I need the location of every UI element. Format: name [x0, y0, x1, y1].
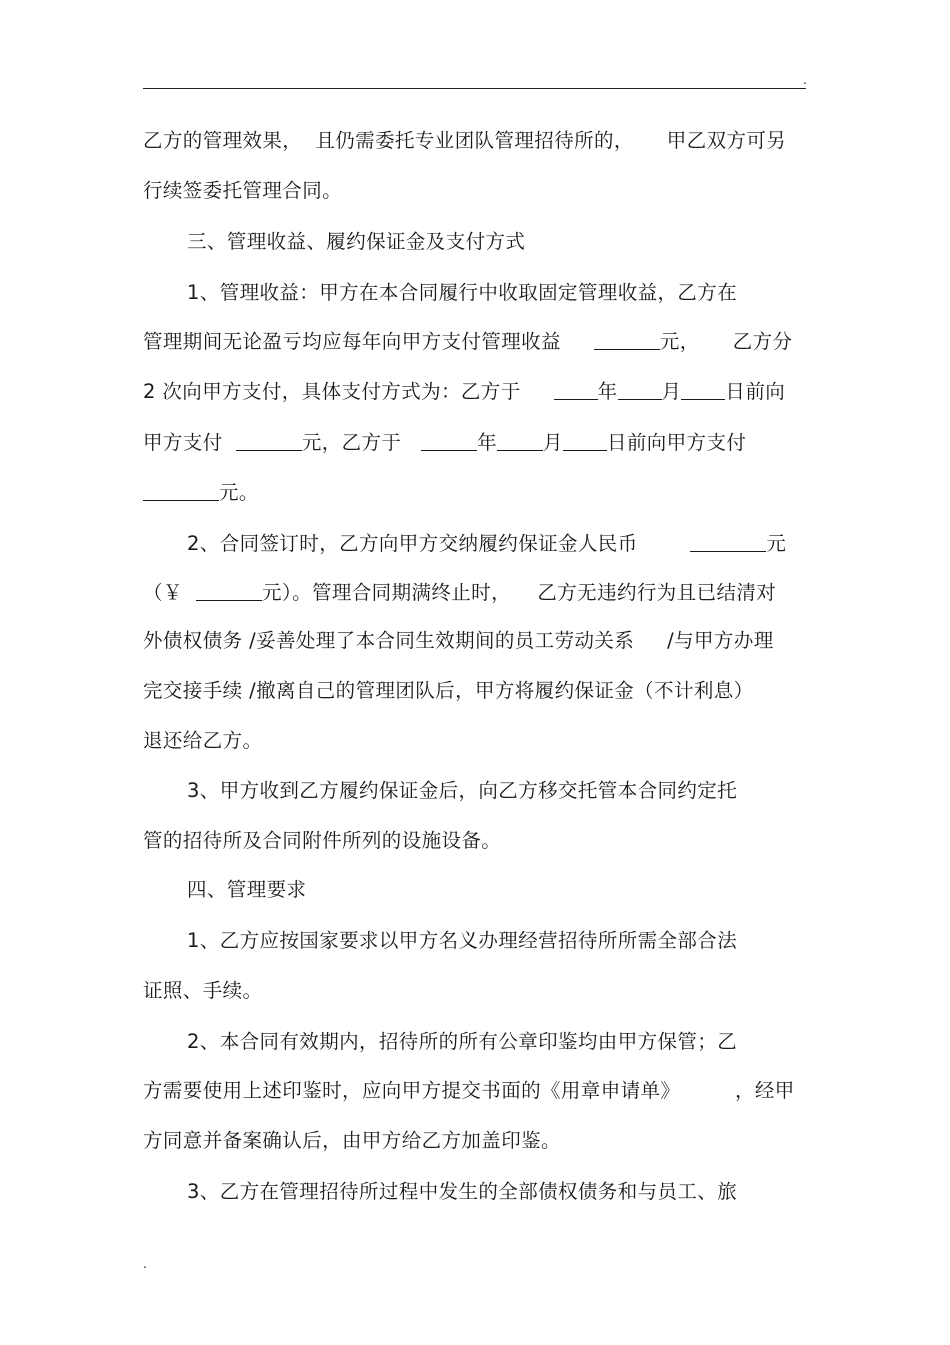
- text-line: 3、乙方在管理招待所过程中发生的全部债权债务和与员工、旅: [187, 1180, 738, 1203]
- text-line: 管理期间无论盈亏均应每年向甲方支付管理收益 元， 乙方分: [143, 330, 793, 353]
- text-line: 元。: [143, 480, 259, 506]
- text-line: 证照、手续。: [143, 979, 263, 1002]
- blank-month: [618, 379, 662, 400]
- blank-amount: [690, 531, 766, 552]
- text-line: 方需要使用上述印鉴时，应向甲方提交书面的《用章申请单》: [143, 1079, 681, 1102]
- footer-mark: .: [143, 1257, 147, 1271]
- text-line: 行续签委托管理合同。: [143, 179, 343, 202]
- text-line: 乙方的管理效果， 且仍需委托专业团队管理招待所的， 甲乙双方可另: [143, 129, 787, 152]
- text-line: 完交接手续 /撤离自己的管理团队后，甲方将履约保证金（不计利息）: [143, 679, 754, 702]
- text-line: 2、合同签订时，乙方向甲方交纳履约保证金人民币 元: [187, 532, 787, 555]
- section-heading: 四、管理要求: [187, 878, 307, 901]
- text-line: 方同意并备案确认后，由甲方给乙方加盖印鉴。: [143, 1129, 561, 1152]
- text-line: 2、本合同有效期内，招待所的所有公章印鉴均由甲方保管；乙: [187, 1030, 738, 1053]
- text-line: （￥ 元）。管理合同期满终止时， 乙方无违约行为且已结清对: [143, 581, 777, 604]
- blank-amount: [594, 329, 660, 350]
- header-rule: [143, 88, 806, 89]
- blank-year: [554, 379, 598, 400]
- text-line: 1、管理收益：甲方在本合同履行中收取固定管理收益，乙方在: [187, 281, 738, 304]
- text-line: 外债权债务 /妥善处理了本合同生效期间的员工劳动关系 /与甲方办理: [143, 629, 774, 652]
- text-line: 1、乙方应按国家要求以甲方名义办理经营招待所所需全部合法: [187, 929, 738, 952]
- text-line: 3、甲方收到乙方履约保证金后，向乙方移交托管本合同约定托: [187, 779, 738, 802]
- blank-day: [681, 379, 725, 400]
- text-line: 2 次向甲方支付，具体支付方式为：乙方于 年 月 日前向: [143, 380, 786, 403]
- blank-amount: [236, 430, 302, 451]
- blank-amount: [143, 480, 219, 501]
- text-line: 甲方支付 元，乙方于 年 月 日前向甲方支付: [143, 431, 747, 454]
- header-mark: .: [803, 73, 807, 87]
- blank-day: [563, 430, 607, 451]
- section-heading: 三、管理收益、履约保证金及支付方式: [187, 230, 526, 253]
- blank-month: [497, 430, 543, 451]
- blank-amount: [196, 580, 262, 601]
- text-line: ，经甲: [735, 1079, 795, 1102]
- blank-year: [421, 430, 477, 451]
- text-line: 管的招待所及合同附件所列的设施设备。: [143, 829, 502, 852]
- text-line: 退还给乙方。: [143, 729, 263, 752]
